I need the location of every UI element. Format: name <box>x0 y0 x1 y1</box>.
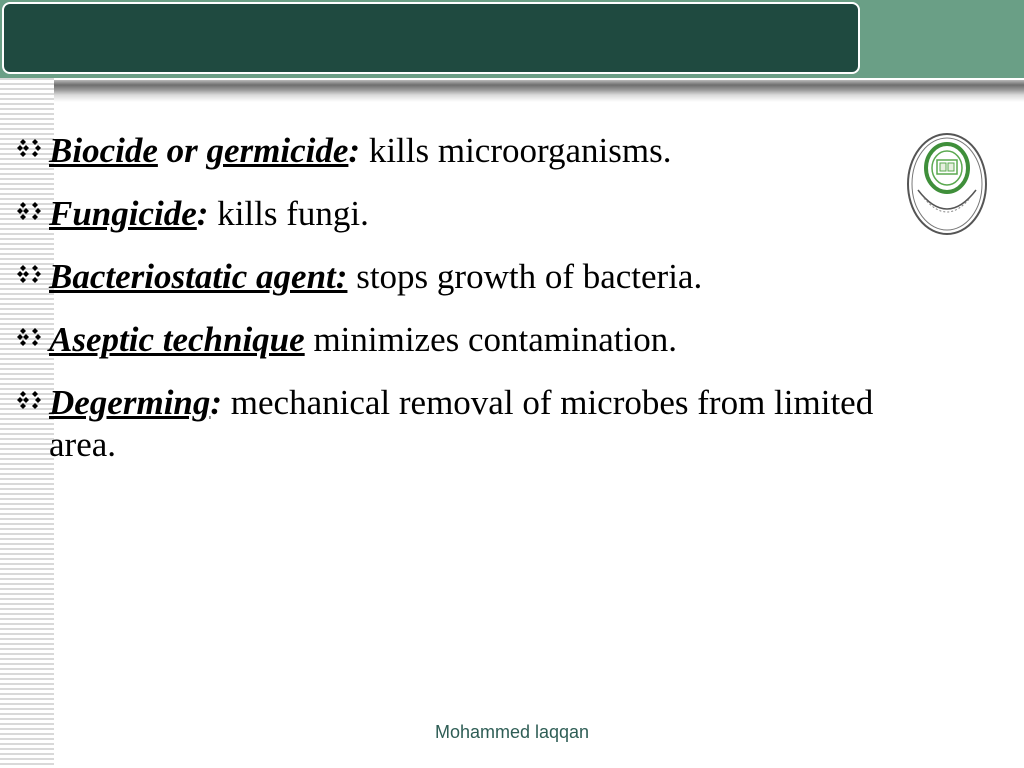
header-divider <box>0 80 1024 102</box>
term-germicide: germicide <box>206 131 349 170</box>
bullet-item-degerming <box>16 382 896 466</box>
definition-degerming: mechanical removal of microbes from limited area. <box>49 383 874 464</box>
term-fungicide: Fungicide <box>49 194 197 233</box>
term-colon: : <box>196 194 209 233</box>
footer-author: Mohammed laqqan <box>434 722 590 742</box>
term-colon: : <box>210 383 223 422</box>
term-bacteriostatic: Bacteriostatic agent: <box>49 257 348 296</box>
diamond-bullet-icon <box>16 201 46 221</box>
title-box <box>2 2 860 74</box>
term-degerming: Degerming <box>49 383 211 422</box>
diamond-bullet-icon <box>16 264 46 284</box>
diamond-bullet-icon <box>16 390 46 410</box>
definition-fungicide: kills fungi. <box>208 194 369 233</box>
term-joiner: or <box>157 131 207 170</box>
term-biocide: Biocide <box>49 131 158 170</box>
bullet-item-fungicide <box>16 193 896 235</box>
bullet-item-aseptic <box>16 319 896 361</box>
bullet-item-bacteriostatic <box>16 256 896 298</box>
bullet-list <box>16 130 896 487</box>
definition-aseptic: minimizes contamination. <box>304 320 677 359</box>
term-aseptic: Aseptic technique <box>49 320 305 359</box>
university-seal-icon <box>906 132 988 236</box>
definition-biocide: kills microorganisms. <box>360 131 672 170</box>
diamond-bullet-icon <box>16 138 46 158</box>
diamond-bullet-icon <box>16 327 46 347</box>
term-colon: : <box>348 131 361 170</box>
definition-bacteriostatic: stops growth of bacteria. <box>347 257 703 296</box>
bullet-item-biocide <box>16 130 896 172</box>
